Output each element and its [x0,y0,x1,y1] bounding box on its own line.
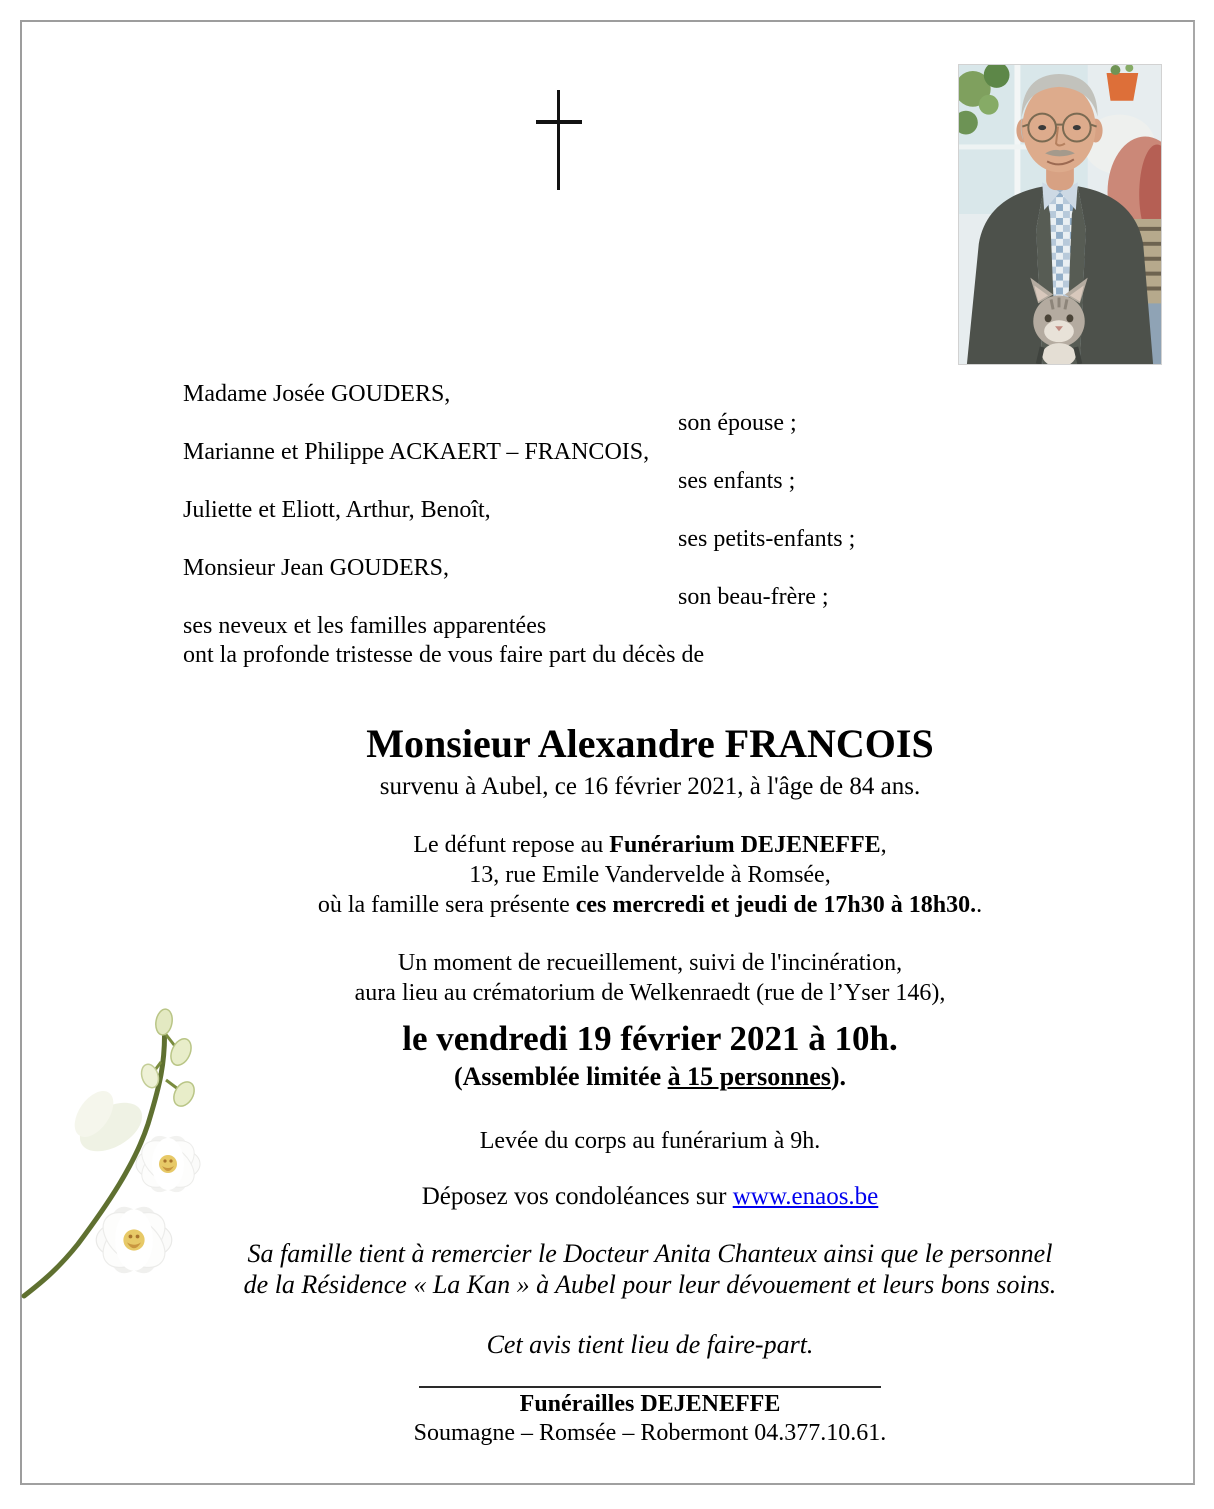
repose-line: Le défunt repose au Funérarium DEJENEFFE, [413,832,887,858]
family-line: Madame Josée GOUDERS, [183,381,451,407]
family-line: Marianne et Philippe ACKAERT – FRANCOIS, [183,439,650,465]
funeral-company: Funérailles DEJENEFFE [519,1391,781,1417]
orchid-decoration [16,1002,284,1332]
family-line: ses neveux et les familles apparentées [183,613,547,639]
repose-section [106,830,1194,920]
repose-presence: où la famille sera présente ces mercredi et jeudi de 17h30 à 18h30.. [317,892,983,918]
deceased-name: Monsieur Alexandre FRANCOIS [366,721,934,766]
assembly-limit: (Assemblée limitée à 15 personnes). [453,1062,847,1091]
family-line: Juliette et Eliott, Arthur, Benoît, [183,497,491,523]
family-line: Monsieur Jean GOUDERS, [183,555,449,581]
family-line: ont la profonde tristesse de vous faire part du décès de [183,642,705,668]
relation-line: ses petits-enfants ; [678,526,856,552]
ceremony-line2: aura lieu au crématorium de Welkenraedt (rue de l’Yser 146), [354,980,946,1006]
ceremony-line1: Un moment de recueillement, suivi de l'incinération, [397,950,903,976]
condolences-link[interactable]: www.enaos.be [732,1183,879,1210]
portrait-illustration [959,65,1161,364]
ceremony-section [106,948,1194,1008]
family-list [183,380,1143,670]
relation-line: ses enfants ; [678,468,796,494]
repose-address: 13, rue Emile Vandervelde à Romsée, [469,862,831,888]
funeral-home-name: Funérarium DEJENEFFE [609,832,881,858]
footer-divider [419,1386,881,1388]
ceremony-datetime: le vendredi 19 février 2021 à 10h. [402,1019,898,1058]
thanks-line1: Sa famille tient à remercier le Docteur Anita Chanteux ainsi que le personnel [247,1239,1053,1268]
death-details: survenu à Aubel, ce 16 février 2021, à l'âge de 84 ans. [379,773,921,800]
funeral-contact: Soumagne – Romsée – Robermont 04.377.10.61. [413,1420,887,1446]
relation-line: son beau-frère ; [678,584,829,610]
portrait-photo [958,64,1162,365]
condolences-line: Déposez vos condoléances sur www.enaos.be [421,1183,879,1210]
latin-cross-icon [536,88,582,192]
notice-line: Cet avis tient lieu de faire-part. [486,1330,814,1359]
levee-line: Levée du corps au funérarium à 9h. [479,1128,821,1154]
relation-line: son épouse ; [678,410,797,436]
orchid-illustration [16,1002,284,1332]
thanks-line2: de la Résidence « La Kan » à Aubel pour leur dévouement et leurs bons soins. [243,1270,1057,1299]
